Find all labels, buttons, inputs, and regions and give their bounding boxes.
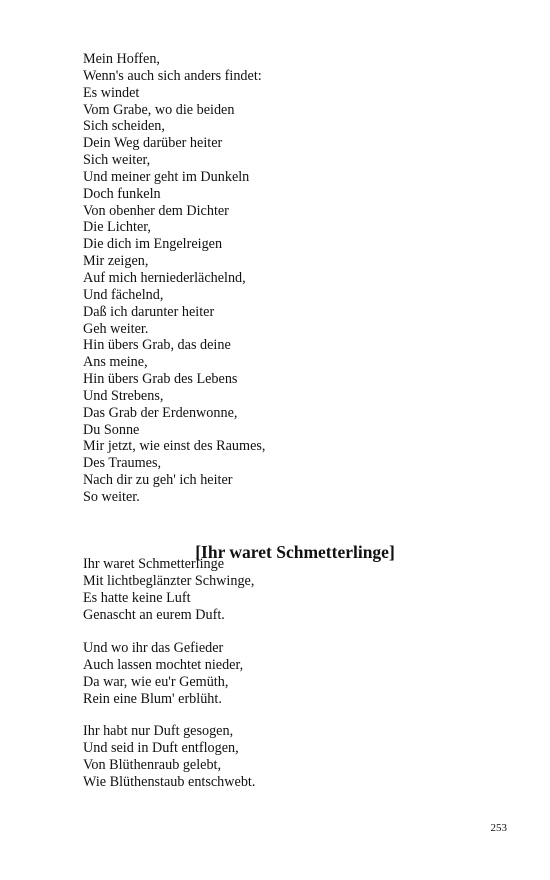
verse-line: Nach dir zu geh' ich heiter: [83, 472, 233, 489]
verse-line: Vom Grabe, wo die beiden: [83, 101, 235, 118]
verse-line: Und fächelnd,: [83, 286, 164, 303]
verse-line: Es hatte keine Luft: [83, 589, 191, 606]
verse-line: Wenn's auch sich anders findet:: [83, 67, 262, 84]
verse-line: Das Grab der Erdenwonne,: [83, 404, 238, 421]
verse-line: Mir zeigen,: [83, 253, 149, 270]
verse-line: Von Blüthenraub gelebt,: [83, 756, 222, 773]
stanza-2: [83, 640, 243, 707]
verse-line: Ihr waret Schmetterlinge: [83, 556, 225, 572]
verse-line: Auf mich herniederlächelnd,: [83, 269, 246, 286]
verse-line: Wie Blüthenstaub entschwebt.: [83, 773, 256, 790]
verse-line: Hin übers Grab, das deine: [83, 337, 231, 354]
verse-line: Mir jetzt, wie einst des Raumes,: [83, 438, 266, 455]
verse-line: Mit lichtbeglänzter Schwinge,: [83, 572, 255, 589]
verse-line: Sich scheiden,: [83, 118, 165, 135]
verse-line: Sich weiter,: [83, 152, 151, 169]
verse-line: Und wo ihr das Gefieder: [83, 640, 224, 656]
verse-line: Daß ich darunter heiter: [83, 303, 215, 320]
verse-line: Die dich im Engelreigen: [83, 236, 223, 253]
verse-line: Und meiner geht im Dunkeln: [83, 168, 250, 185]
verse-line: Auch lassen mochtet nieder,: [83, 656, 244, 673]
verse-line: Ans meine,: [83, 354, 148, 371]
verse-line: Ihr habt nur Duft gesogen,: [83, 723, 234, 739]
verse-line: Dein Weg darüber heiter: [83, 135, 223, 152]
verse-line: Es windet: [83, 84, 140, 101]
verse-line: Und seid in Duft entflogen,: [83, 739, 239, 756]
verse-line: Doch funkeln: [83, 185, 161, 202]
verse-line: Mein Hoffen,: [83, 51, 160, 67]
verse-line: Da war, wie eu'r Gemüth,: [83, 673, 229, 690]
stanza-3: [83, 723, 255, 790]
verse-line: Rein eine Blum' erblüht.: [83, 690, 222, 707]
verse-line: Die Lichter,: [83, 219, 151, 236]
verse-line: So weiter.: [83, 488, 140, 505]
poem-continued: [83, 51, 265, 506]
verse-line: Und Strebens,: [83, 387, 164, 404]
verse-line: Von obenher dem Dichter: [83, 202, 229, 219]
stanza-1: [83, 556, 254, 623]
verse-line: Du Sonne: [83, 421, 140, 438]
verse-line: Geh weiter.: [83, 320, 149, 337]
verse-line: Des Traumes,: [83, 455, 162, 472]
verse-line: Hin übers Grab des Lebens: [83, 371, 238, 388]
verse-line: Genascht an eurem Duft.: [83, 606, 225, 623]
page-number: 253: [490, 822, 507, 834]
poem-title: [Ihr waret Schmetterlinge]: [195, 541, 395, 562]
